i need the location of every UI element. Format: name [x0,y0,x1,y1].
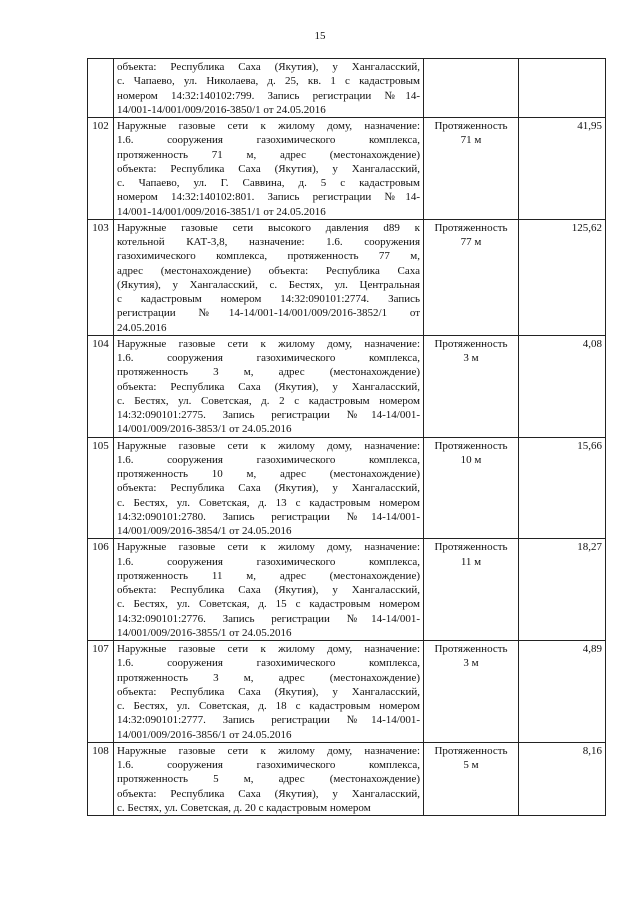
description-line: протяженность 5 м, адрес (местонахождение) [117,773,420,786]
length-label: Протяженность [434,643,508,655]
description-line: 14/001/009/2016-3856/1 от 24.05.2016 [117,728,292,741]
value-cell: 8,16 [519,742,606,815]
description-line: с. Бестях, ул. Советская, д. 20 с кадастровым номером [117,801,371,814]
length-label: Протяженность [434,221,508,234]
table-row [88,641,606,743]
length-label: Протяженность [434,120,508,132]
table-row [88,59,606,118]
value-cell: 4,89 [519,641,606,743]
length-label: Протяженность [434,337,508,350]
description-line: объекта: Республика Саха (Якутия), у Хангаласский, [117,482,420,495]
length-value: 11 м [460,555,482,568]
table-row [88,742,606,815]
value-cell [519,59,606,118]
table-row [88,437,606,539]
description-line: 24.05.2016 [117,321,167,334]
description-line: протяженность 3 м, адрес (местонахождение) [117,366,420,379]
description-line: 14/001-14/001/009/2016-3851/1 от 24.05.2016 [117,205,326,218]
description-line: с. Бестях, ул. Советская, д. 2 с кадастровым номером [117,394,420,407]
description-line: Наружные газовые сети к жилому дому, назначение: [117,120,420,132]
value-cell: 4,08 [519,335,606,437]
description-line: объекта: Республика Саха (Якутия), у Хангаласский, [117,584,420,596]
table-row [88,539,606,641]
description-line: Наружные газовые сети к жилому дому, назначение: [117,337,420,350]
register-table-body [88,59,606,816]
description-line: с. Бестях, ул. Советская, д. 13 с кадастровым номером [117,496,420,509]
description-line: 1.6. сооружения газохимического комплекса, [117,134,420,147]
object-description [114,219,424,335]
description-line: номером 14:32:140102:801. Запись регистрации №14- [117,191,420,204]
description-line: 14:32:090101:2777. Запись регистрации №14-14/001- [117,714,420,727]
description-line: протяженность 10 м, адрес (местонахождение) [117,468,420,480]
length-cell [424,742,519,815]
description-line: протяженность 71 м, адрес (местонахождение) [117,148,420,161]
length-value: 5 м [463,759,479,771]
description-line: 14:32:090101:2776. Запись регистрации №14-14/001- [117,612,420,625]
length-cell [424,539,519,641]
description-line: 14/001/009/2016-3853/1 от 24.05.2016 [117,423,292,436]
row-number: 103 [88,219,114,335]
length-label: Протяженность [434,744,508,757]
description-line: протяженность 11 м, адрес (местонахождение) [117,569,420,582]
description-line: объекта: Республика Саха (Якутия), у Хангаласский, [117,787,420,800]
length-value: 71 м [460,134,482,147]
row-number: 104 [88,335,114,437]
object-description [114,118,424,220]
description-line: с. Чапаево, ул. Николаева, д. 25, кв. 1 с кадастровым [117,75,420,88]
value-cell: 15,66 [519,437,606,539]
object-description [114,59,424,118]
description-line: 14/001/009/2016-3854/1 от 24.05.2016 [117,525,292,537]
description-line: котельной КАТ-3,8, назначение: 1.6. сооружения [117,236,420,248]
value-cell: 125,62 [519,219,606,335]
description-line: 1.6. сооружения газохимического комплекса, [117,657,420,670]
row-number: 105 [88,437,114,539]
description-line: Наружные газовые сети к жилому дому, назначение: [117,439,420,452]
length-cell [424,335,519,437]
description-line: объекта: Республика Саха (Якутия), у Хангаласский, [117,61,420,73]
length-label: Протяженность [434,541,508,554]
description-line: 14/001/009/2016-3855/1 от 24.05.2016 [117,626,292,639]
row-number: 108 [88,742,114,815]
property-register-table [87,58,606,816]
value-cell: 41,95 [519,118,606,220]
description-line: Наружные газовые сети к жилому дому, назначение: [117,643,420,655]
description-line: Наружные газовые сети высокого давления d89 к [117,221,420,234]
description-line: номером 14:32:140102:799. Запись регистрации №14- [117,89,420,102]
description-line: регистрации №14-14/001-14/001/009/2016-3852/1 от [117,307,420,320]
description-line: 1.6. сооружения газохимического комплекса, [117,759,420,771]
length-value: 77 м [460,236,482,248]
description-line: 14:32:090101:2775. Запись регистрации №14-14/001- [117,409,420,421]
description-line: (Якутия), у Хангаласский, с. Бестях, ул. Центральная [117,278,420,291]
description-line: 14/001-14/001/009/2016-3850/1 от 24.05.2016 [117,103,326,116]
row-number: 106 [88,539,114,641]
length-value: 3 м [463,657,479,670]
object-description [114,742,424,815]
object-description [114,539,424,641]
object-description [114,335,424,437]
description-line: Наружные газовые сети к жилому дому, назначение: [117,744,420,757]
description-line: с. Бестях, ул. Советская, д. 18 с кадастровым номером [117,700,420,712]
table-row [88,118,606,220]
table-row [88,335,606,437]
description-line: объекта: Республика Саха (Якутия), у Хангаласский, [117,162,420,175]
length-cell [424,641,519,743]
description-line: адрес (местонахождение) объекта: Республика Саха [117,264,420,277]
description-line: газохимического комплекса, протяженность 77 м, [117,250,420,263]
description-line: с кадастровым номером 14:32:090101:2774. Запись [117,293,420,305]
description-line: 1.6. сооружения газохимического комплекса, [117,453,420,466]
page-number: 15 [314,30,326,42]
length-cell [424,219,519,335]
description-line: протяженность 3 м, адрес (местонахождение) [117,671,420,684]
row-number: 107 [88,641,114,743]
description-line: с. Чапаево, ул. Г. Саввина, д. 5 с кадастровым [117,177,420,189]
length-cell [424,437,519,539]
length-label: Протяженность [434,439,508,452]
description-line: 1.6. сооружения газохимического комплекса, [117,555,420,568]
description-line: объекта: Республика Саха (Якутия), у Хангаласский, [117,685,420,698]
description-line: Наружные газовые сети к жилому дому, назначение: [117,541,420,554]
description-line: 1.6. сооружения газохимического комплекса, [117,352,420,364]
length-cell [424,59,519,118]
description-line: с. Бестях, ул. Советская, д. 15 с кадастровым номером [117,598,420,611]
object-description [114,437,424,539]
table-row [88,219,606,335]
length-value: 3 м [463,352,479,364]
description-line: 14:32:090101:2780. Запись регистрации №14-14/001- [117,510,420,523]
row-number: 102 [88,118,114,220]
length-value: 10 м [460,453,482,466]
value-cell: 18,27 [519,539,606,641]
length-cell [424,118,519,220]
row-number [88,59,114,118]
description-line: объекта: Республика Саха (Якутия), у Хангаласский, [117,380,420,393]
object-description [114,641,424,743]
